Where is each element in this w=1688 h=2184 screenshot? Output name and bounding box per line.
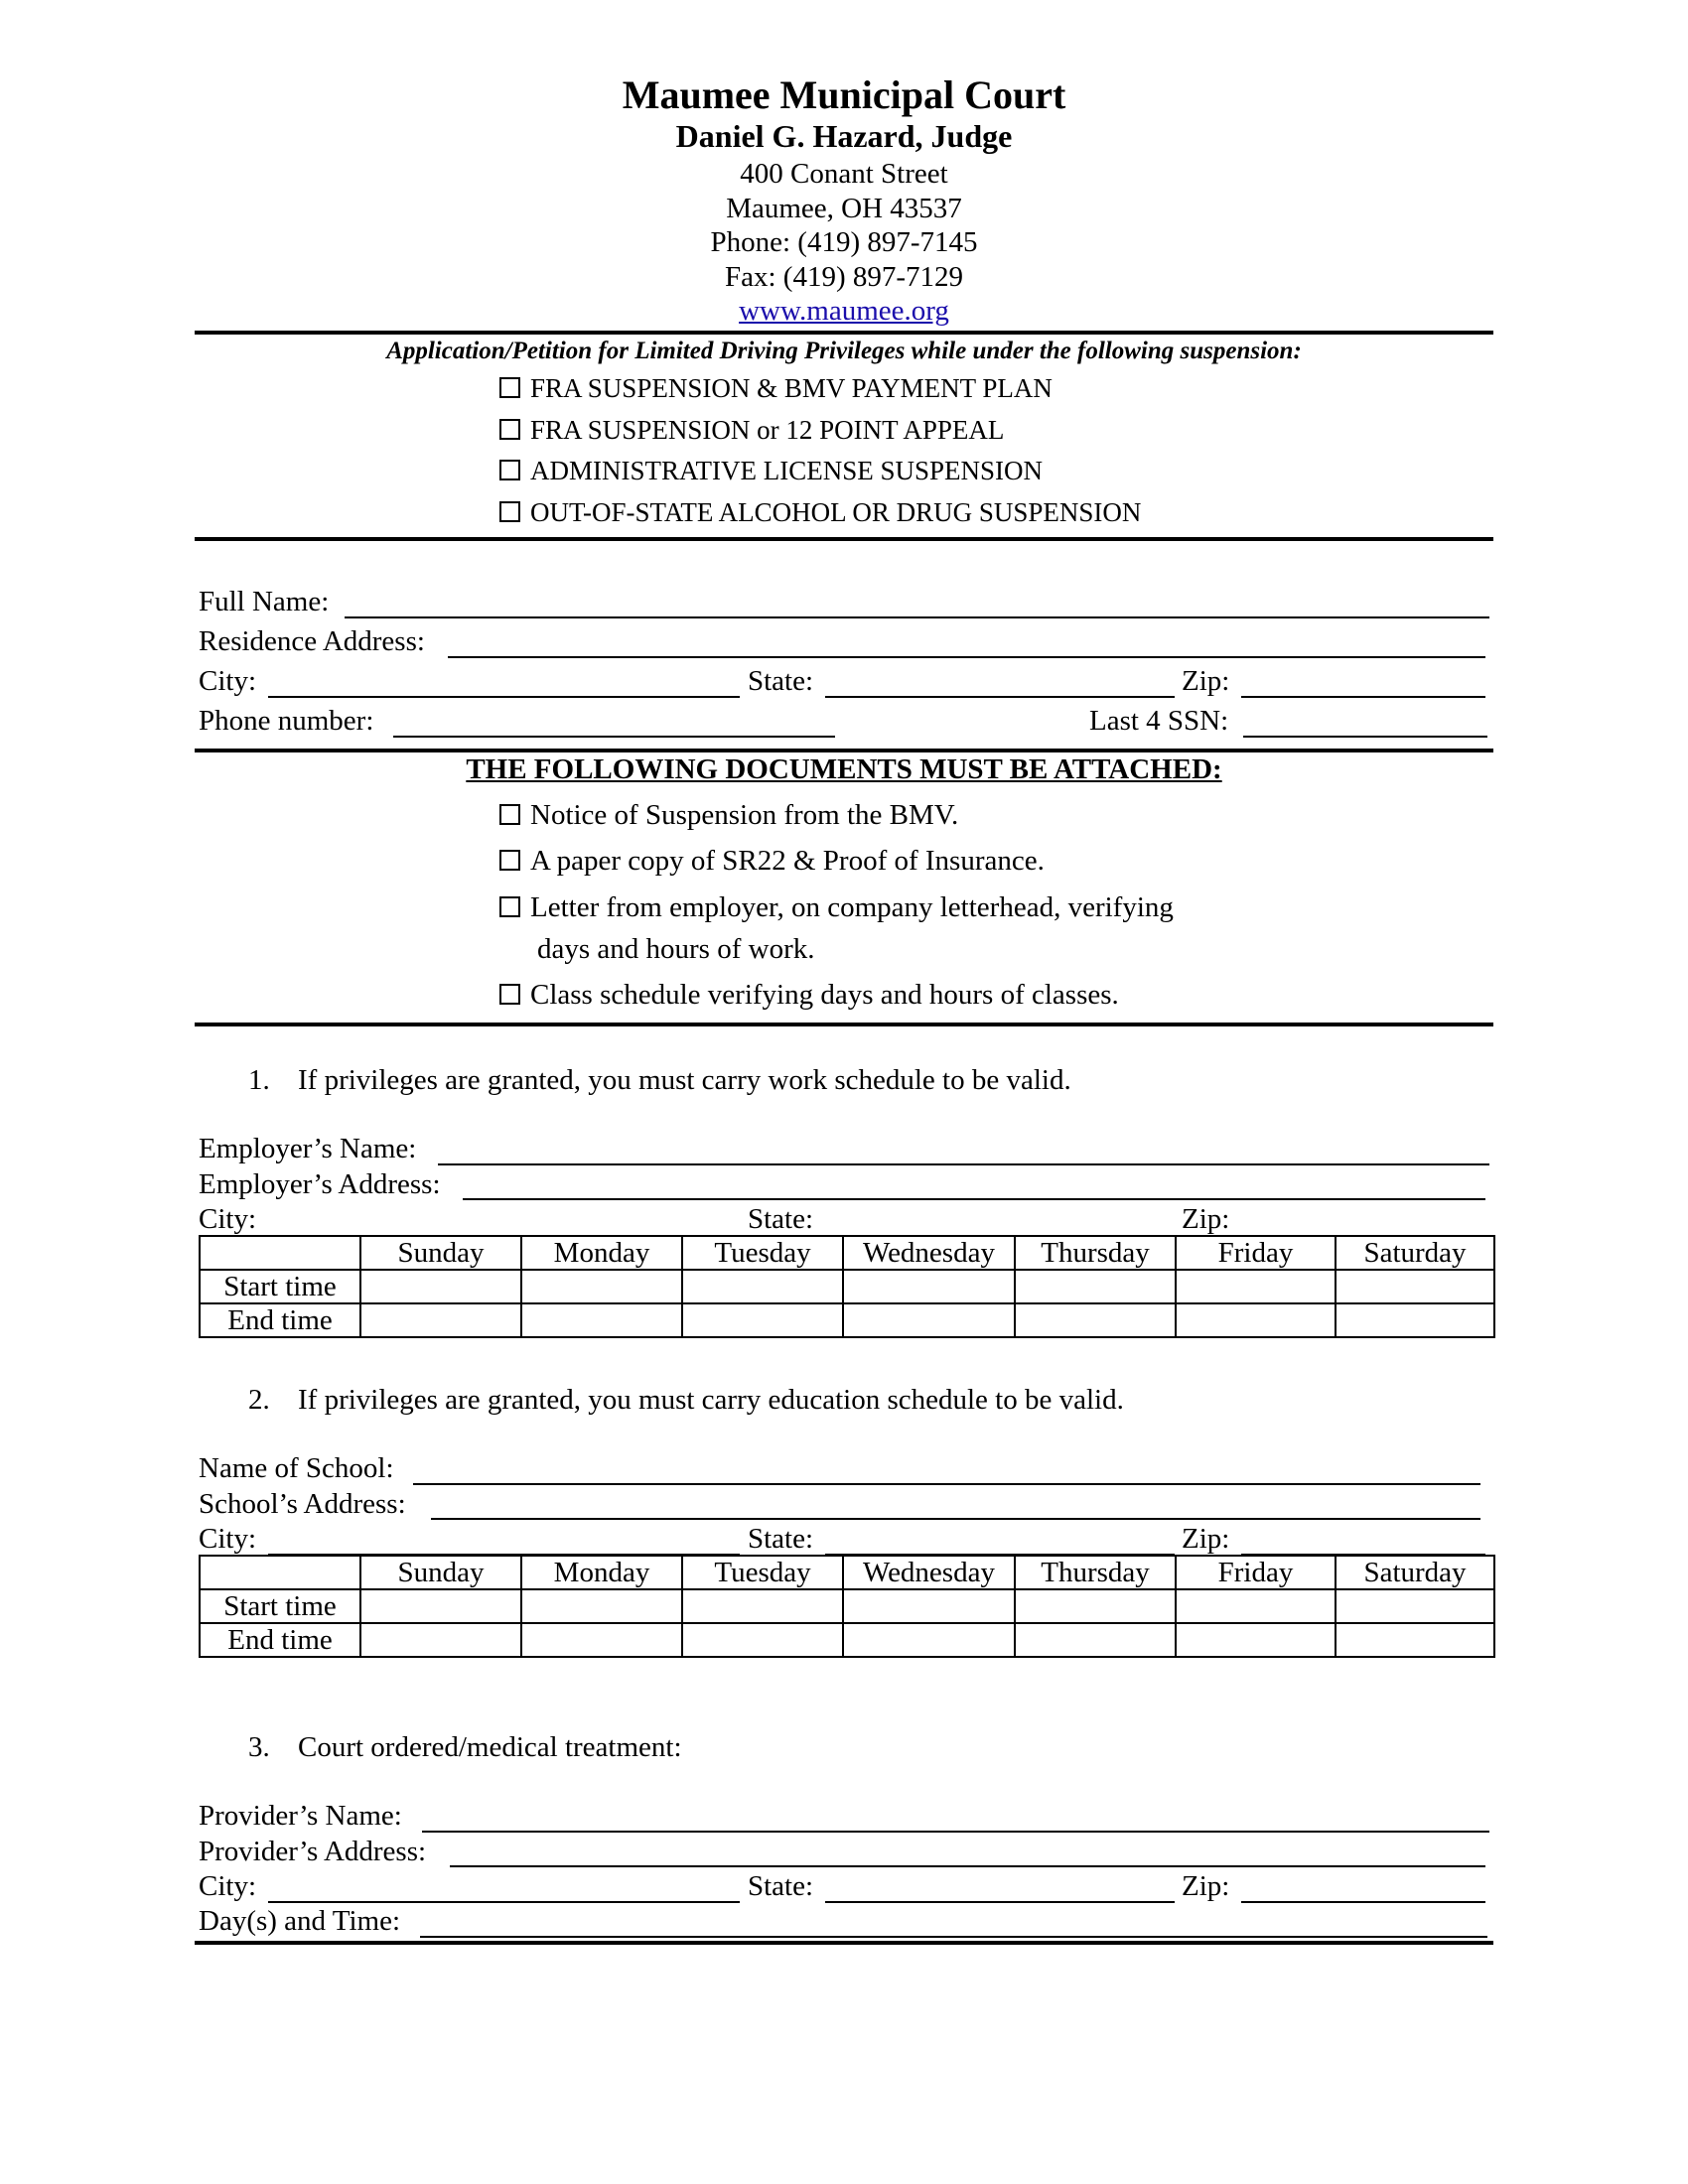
schedule-cell[interactable] [360, 1270, 521, 1303]
checkbox[interactable] [499, 460, 520, 480]
ssn-field[interactable] [1243, 736, 1487, 738]
city-label: City: [199, 665, 257, 697]
day-header: Tuesday [682, 1556, 843, 1589]
day-header: Monday [521, 1556, 682, 1589]
provider-name-field[interactable] [422, 1831, 1489, 1833]
provider-zip-field[interactable] [1241, 1901, 1485, 1903]
day-header: Wednesday [843, 1556, 1015, 1589]
schedule-cell[interactable] [521, 1303, 682, 1337]
checkbox[interactable] [499, 984, 520, 1005]
suspension-option-fra-appeal[interactable]: FRA SUSPENSION or 12 POINT APPEAL [499, 413, 1004, 447]
employer-name-field[interactable] [438, 1163, 1489, 1165]
documents-title: THE FOLLOWING DOCUMENTS MUST BE ATTACHED: [466, 753, 1222, 785]
work-schedule-table [199, 1235, 1495, 1338]
document-employer-letter[interactable]: Letter from employer, on company letterhead, verifying [499, 890, 1174, 924]
school-state-label: State: [748, 1523, 814, 1555]
website-link[interactable]: www.maumee.org [739, 295, 949, 327]
schedule-cell[interactable] [1176, 1623, 1336, 1657]
schedule-cell[interactable] [1176, 1589, 1336, 1623]
schedule-cell[interactable] [1336, 1623, 1494, 1657]
table-row [200, 1556, 1494, 1589]
schedule-cell[interactable] [1015, 1270, 1176, 1303]
divider [195, 1941, 1493, 1945]
schedule-cell[interactable] [1336, 1303, 1494, 1337]
schedule-cell[interactable] [1015, 1589, 1176, 1623]
employer-city-label: City: [199, 1203, 257, 1235]
day-header: Friday [1176, 1236, 1336, 1270]
divider [195, 1023, 1493, 1026]
treatment-instruction: 3. Court ordered/medical treatment: [248, 1731, 682, 1763]
table-row [200, 1270, 1494, 1303]
start-time-label: Start time [200, 1589, 360, 1623]
schedule-cell[interactable] [1336, 1589, 1494, 1623]
schedule-cell[interactable] [682, 1589, 843, 1623]
court-city: Maumee, OH 43537 [726, 193, 962, 224]
employer-address-label: Employer’s Address: [199, 1168, 441, 1200]
divider [195, 331, 1493, 335]
residence-label: Residence Address: [199, 625, 425, 657]
day-header: Wednesday [843, 1236, 1015, 1270]
day-header: Tuesday [682, 1236, 843, 1270]
schedule-cell[interactable] [360, 1589, 521, 1623]
school-instruction: 2. If privileges are granted, you must carry education schedule to be valid. [248, 1384, 1124, 1416]
court-name: Maumee Municipal Court [622, 72, 1066, 117]
document-class-schedule[interactable]: Class schedule verifying days and hours of classes. [499, 978, 1119, 1012]
state-field[interactable] [825, 696, 1175, 698]
days-time-field[interactable] [420, 1936, 1487, 1938]
provider-state-field[interactable] [825, 1901, 1175, 1903]
schedule-cell[interactable] [682, 1623, 843, 1657]
provider-city-label: City: [199, 1870, 257, 1902]
day-header: Friday [1176, 1556, 1336, 1589]
employer-zip-label: Zip: [1182, 1203, 1230, 1235]
day-header: Sunday [360, 1236, 521, 1270]
document-sr22[interactable]: A paper copy of SR22 & Proof of Insurance. [499, 844, 1045, 878]
school-address-field[interactable] [431, 1518, 1480, 1520]
checkbox[interactable] [499, 419, 520, 440]
document-bmv-notice[interactable]: Notice of Suspension from the BMV. [499, 798, 958, 832]
court-fax: Fax: (419) 897-7129 [724, 261, 964, 293]
provider-city-field[interactable] [268, 1901, 740, 1903]
schedule-cell[interactable] [843, 1589, 1015, 1623]
school-address-label: School’s Address: [199, 1488, 406, 1520]
checkbox[interactable] [499, 804, 520, 825]
schedule-cell[interactable] [360, 1303, 521, 1337]
residence-field[interactable] [448, 656, 1485, 658]
suspension-option-als[interactable]: ADMINISTRATIVE LICENSE SUSPENSION [499, 454, 1043, 487]
full-name-label: Full Name: [199, 586, 330, 617]
city-field[interactable] [268, 696, 740, 698]
suspension-option-out-of-state[interactable]: OUT-OF-STATE ALCOHOL OR DRUG SUSPENSION [499, 495, 1141, 529]
schedule-cell[interactable] [360, 1623, 521, 1657]
schedule-cell[interactable] [843, 1270, 1015, 1303]
schedule-cell[interactable] [843, 1303, 1015, 1337]
day-header: Thursday [1015, 1556, 1176, 1589]
end-time-label: End time [200, 1623, 360, 1657]
schedule-cell[interactable] [682, 1270, 843, 1303]
schedule-cell[interactable] [1015, 1623, 1176, 1657]
employer-name-label: Employer’s Name: [199, 1133, 417, 1164]
state-label: State: [748, 665, 814, 697]
checkbox[interactable] [499, 501, 520, 522]
table-row [200, 1623, 1494, 1657]
provider-name-label: Provider’s Name: [199, 1800, 402, 1832]
divider [195, 537, 1493, 541]
schedule-cell[interactable] [521, 1270, 682, 1303]
table-row [200, 1303, 1494, 1337]
table-row [200, 1236, 1494, 1270]
schedule-cell[interactable] [521, 1623, 682, 1657]
end-time-label: End time [200, 1303, 360, 1337]
day-header: Saturday [1336, 1556, 1494, 1589]
ssn-label: Last 4 SSN: [1089, 705, 1229, 737]
schedule-cell[interactable] [1015, 1303, 1176, 1337]
schedule-cell[interactable] [843, 1623, 1015, 1657]
provider-address-label: Provider’s Address: [199, 1836, 427, 1867]
employer-state-label: State: [748, 1203, 814, 1235]
document-employer-letter-cont: days and hours of work. [537, 933, 815, 965]
employer-address-field[interactable] [463, 1198, 1485, 1200]
judge-name: Daniel G. Hazard, Judge [675, 118, 1013, 154]
zip-field[interactable] [1241, 696, 1485, 698]
suspension-option-fra-payment[interactable]: FRA SUSPENSION & BMV PAYMENT PLAN [499, 371, 1053, 405]
schedule-cell[interactable] [1336, 1270, 1494, 1303]
schedule-cell[interactable] [521, 1589, 682, 1623]
days-time-label: Day(s) and Time: [199, 1905, 400, 1937]
provider-state-label: State: [748, 1870, 814, 1902]
day-header: Thursday [1015, 1236, 1176, 1270]
checkbox[interactable] [499, 377, 520, 398]
provider-address-field[interactable] [450, 1865, 1485, 1867]
court-street: 400 Conant Street [740, 158, 948, 190]
day-header: Saturday [1336, 1236, 1494, 1270]
schedule-cell[interactable] [1176, 1270, 1336, 1303]
application-title: Application/Petition for Limited Driving Privileges while under the following suspension: [386, 338, 1302, 364]
school-zip-label: Zip: [1182, 1523, 1230, 1555]
provider-zip-label: Zip: [1182, 1870, 1230, 1902]
day-header: Monday [521, 1236, 682, 1270]
school-schedule-table [199, 1555, 1495, 1658]
court-phone: Phone: (419) 897-7145 [710, 226, 978, 258]
start-time-label: Start time [200, 1270, 360, 1303]
checkbox[interactable] [499, 850, 520, 871]
schedule-cell[interactable] [682, 1303, 843, 1337]
schedule-cell[interactable] [1176, 1303, 1336, 1337]
school-name-label: Name of School: [199, 1452, 394, 1484]
school-city-label: City: [199, 1523, 257, 1555]
checkbox[interactable] [499, 896, 520, 917]
work-instruction: 1. If privileges are granted, you must carry work schedule to be valid. [248, 1064, 1071, 1096]
corner-cell [200, 1556, 360, 1589]
table-row [200, 1589, 1494, 1623]
corner-cell [200, 1236, 360, 1270]
phone-label: Phone number: [199, 705, 374, 737]
full-name-field[interactable] [345, 616, 1489, 618]
day-header: Sunday [360, 1556, 521, 1589]
school-name-field[interactable] [413, 1483, 1480, 1485]
zip-label: Zip: [1182, 665, 1230, 697]
phone-field[interactable] [393, 736, 835, 738]
